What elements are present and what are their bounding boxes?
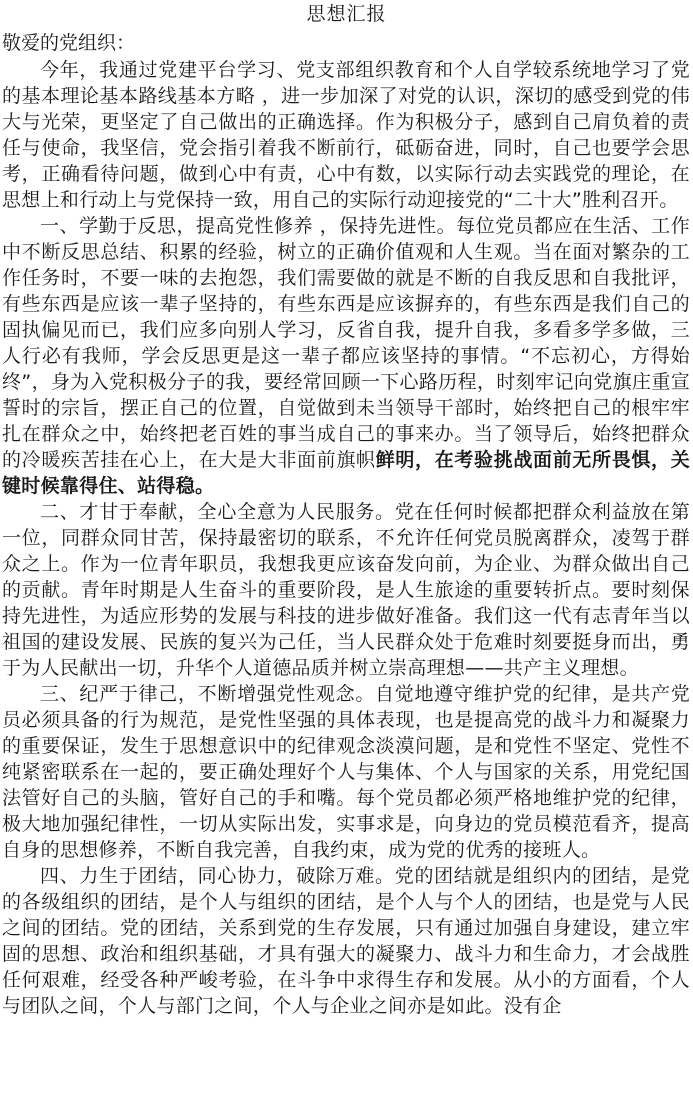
paragraph-intro <box>2 57 690 213</box>
document-body <box>2 57 690 1019</box>
paragraph-section-3-text: 三、纪严于律己，不断增强党性观念。自觉地遵守维护党的纪律，是共产党员必须具备的行为规范，是党性坚强的具体表现，也是提高党的战斗力和凝聚力的重要保证，发生于思想意识中的纪律观念淡漠问题，是和党性不坚定、党性不纯紧密联系在一起的，要正确处理好个人与集体、个人与国家的关系，用党纪国法管好自己的头脑，管好自己的手和嘴。每个党员都必须严格地维护党的纪律，极大地加强纪律性，一切从实际出发，实事求是，向身边的党员模范看齐，提高自身的思想修养，不断自我完善，自我约束，成为党的优秀的接班人。 <box>2 683 690 861</box>
salutation: 敬爱的党组织： <box>2 32 136 54</box>
paragraph-section-1-emphasis: 鲜明，在考验挑战面前无所畏惧，关键时候靠得住、站得稳。 <box>2 449 690 497</box>
paragraph-section-1-text: 一、学勤于反思，提高党性修养 ，保持先进性。每位党员都应在生活、工作中不断反思总结、积累的经验，树立的正确价值观和人生观。当在面对繁杂的工作任务时，不要一味的去抱怨，我们需要做的就是不断的自我反思和自我批评，有些东西是应该一辈子坚持的，有些东西是应该摒弃的，有些东西是我们自己的固执偏见而已，我们应多向别人学习，反省自我，提升自我，多看多学多做，三人行必有我师，学会反思更是这一辈子都应该坚持的事情。“不忘初心，方得始终”，身为入党积极分子的我，要经常回顾一下心路历程，时刻牢记向党旗庄重宣誓时的宗旨，摆正自己的位置，自觉做到未当领导干部时，始终把自己的根牢牢扎在群众之中，始终把老百姓的事当成自己的事来办。当了领导后，始终把群众的冷暖疾苦挂在心上，在大是大非面前旗帜 <box>2 215 690 471</box>
paragraph-section-2 <box>2 499 690 681</box>
paragraph-section-4-text: 四、力生于团结，同心协力，破除万难。党的团结就是组织内的团结，是党的各级组织的团结，是个人与组织的团结，是个人与个人的团结，也是党与人民之间的团结。党的团结，关系到党的生存发展，只有通过加强自身建设，建立牢固的思想、政治和组织基础，才具有强大的凝聚力、战斗力和生命力，才会战胜任何艰难，经受各种严峻考验，在斗争中求得生存和发展。从小的方面看，个人与团队之间，个人与部门之间，个人与企业之间亦是如此。没有企 <box>2 865 690 1017</box>
paragraph-section-3 <box>2 681 690 863</box>
document-title: 思想汇报 <box>306 3 387 25</box>
paragraph-intro-text: 今年，我通过党建平台学习、党支部组织教育和个人自学较系统地学习了党的基本理论基本路线基本方略 ，进一步加深了对党的认识，深切的感受到党的伟大与光荣，更坚定了自己做出的正确选择。作为积极分子，感到自己肩负着的责任与使命，我坚信，党会指引着我不断前行，砥砺奋进，同时，自己也要学会思考，正确看待问题，做到心中有责，心中有数，以实际行动去实践党的理论，在思想上和行动上与党保持一致，用自己的实际行动迎接党的“二十大”胜利召开。 <box>2 59 690 211</box>
paragraph-section-4 <box>2 863 690 1019</box>
paragraph-section-1 <box>2 213 690 499</box>
paragraph-section-2-text: 二、才甘于奉献，全心全意为人民服务。党在任何时候都把群众利益放在第一位，同群众同甘苦，保持最密切的联系，不允许任何党员脱离群众，凌驾于群众之上。作为一位青年职员，我想我更应该奋发向前，为企业、为群众做出自己的贡献。青年时期是人生奋斗的重要阶段，是人生旅途的重要转折点。要时刻保持先进性，为适应形势的发展与科技的进步做好准备。我们这一代有志青年当以祖国的建设发展、民族的复兴为己任，当人民群众处于危难时刻要挺身而出，勇于为人民献出一切，升华个人道德品质并树立崇高理想——共产主义理想。 <box>2 501 690 679</box>
